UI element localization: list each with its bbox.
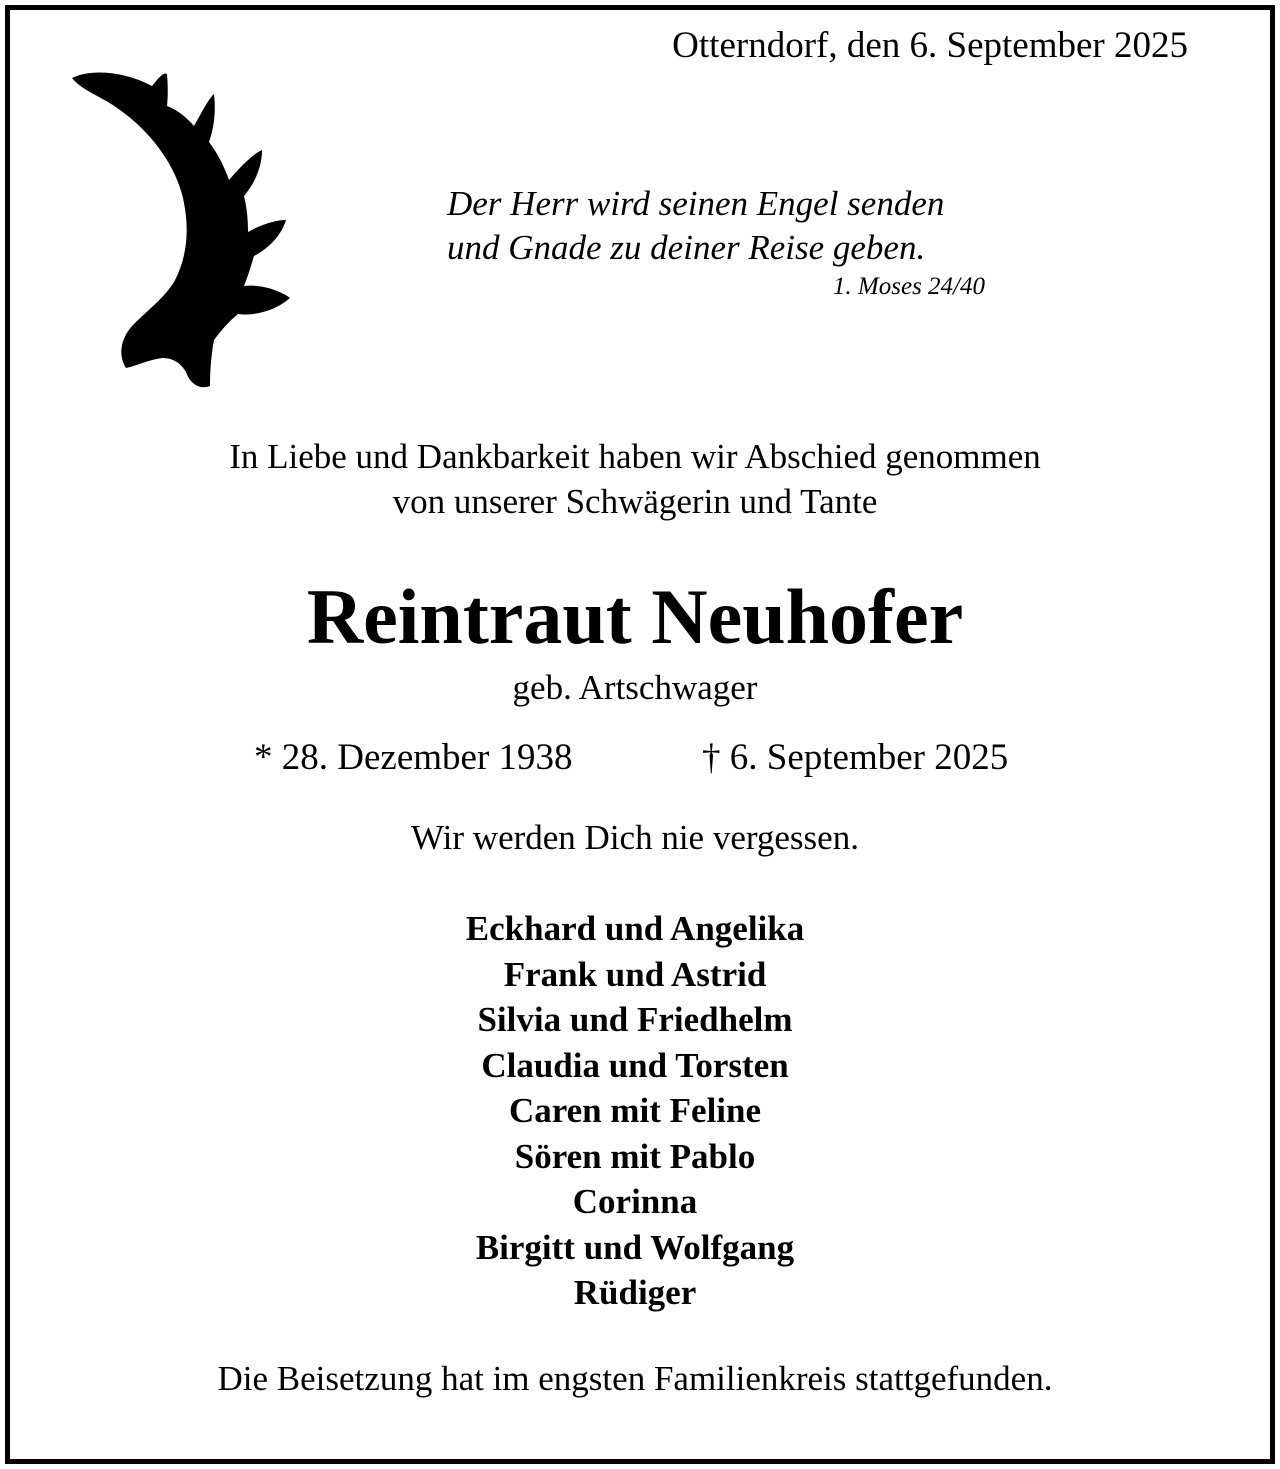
- death-date: † 6. September 2025: [702, 737, 1009, 778]
- mourners-list: [0, 906, 1270, 1316]
- mourner-name: Sören mit Pablo: [514, 1136, 756, 1176]
- place-date: Otterndorf, den 6. September 2025: [672, 25, 1188, 66]
- mourner-name: Eckhard und Angelika: [465, 909, 805, 948]
- closing-note: Die Beisetzung hat im engsten Familienkreis stattgefunden.: [217, 1359, 1053, 1398]
- deceased-name: Reintraut Neuhofer: [306, 573, 964, 660]
- motto: Wir werden Dich nie vergessen.: [411, 818, 859, 857]
- verse-line-2: und Gnade zu deiner Reise geben.: [447, 228, 926, 267]
- mourner-name: Silvia und Friedhelm: [477, 1000, 793, 1039]
- antler-shape: [72, 72, 290, 387]
- intro-line-1: In Liebe und Dankbarkeit haben wir Abschied genommen: [229, 437, 1041, 476]
- intro-text: [0, 434, 1270, 524]
- mourner-name: Corinna: [572, 1182, 698, 1221]
- mourner-name: Claudia und Torsten: [481, 1045, 789, 1085]
- mourner-name: Rüdiger: [573, 1273, 697, 1312]
- antler-icon: [64, 66, 340, 392]
- bible-verse: [447, 182, 1027, 302]
- maiden-name: geb. Artschwager: [512, 668, 758, 707]
- verse-reference: 1. Moses 24/40: [832, 273, 985, 300]
- mourner-name: Caren mit Feline: [508, 1091, 762, 1130]
- mourner-name: Birgitt und Wolfgang: [475, 1227, 795, 1267]
- verse-line-1: Der Herr wird seinen Engel senden: [447, 184, 945, 223]
- intro-line-2: von unserer Schwägerin und Tante: [392, 482, 878, 521]
- mourner-name: Frank und Astrid: [503, 954, 767, 994]
- birth-date: * 28. Dezember 1938: [254, 737, 573, 778]
